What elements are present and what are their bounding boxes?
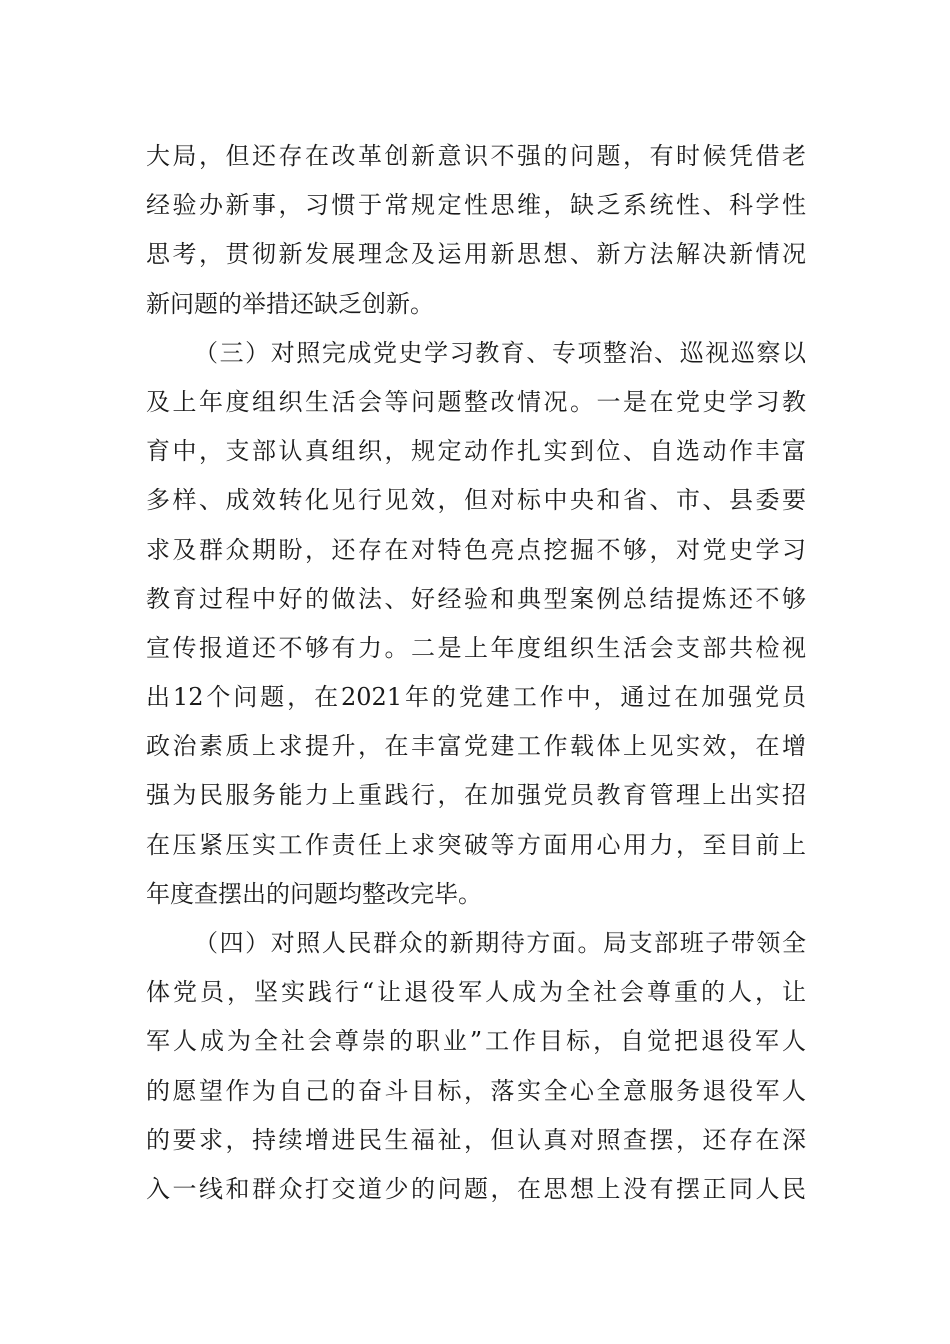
text-line: 强为民服务能力上重践行，在加强党员教育管理上出实招 — [146, 781, 806, 810]
text-line: 年度查摆出的问题均整改完毕。 — [146, 879, 482, 908]
text-line: 体党员，坚实践行“让退役军人成为全社会尊重的人，让 — [146, 978, 806, 1007]
text-line: 入一线和群众打交道少的问题，在思想上没有摆正同人民 — [146, 1174, 806, 1203]
paragraph-start-line: （三）对照完成党史学习教育、专项整治、巡视巡察以 — [194, 338, 806, 367]
text-line: 新问题的举措还缺乏创新。 — [146, 289, 434, 318]
text-line: 政治素质上求提升，在丰富党建工作载体上见实效，在增 — [146, 732, 806, 761]
text-line: 及上年度组织生活会等问题整改情况。一是在党史学习教 — [146, 387, 806, 416]
document-body — [146, 132, 806, 1214]
text-line: 求及群众期盼，还存在对特色亮点挖掘不够，对党史学习 — [146, 535, 806, 564]
text-line: 出12个问题，在2021年的党建工作中，通过在加强党员 — [146, 683, 806, 712]
text-line: 在压紧压实工作责任上求突破等方面用心用力，至目前上 — [146, 830, 806, 859]
text-line: 军人成为全社会尊崇的职业”工作目标，自觉把退役军人 — [146, 1027, 806, 1056]
text-line: 大局，但还存在改革创新意识不强的问题，有时候凭借老 — [146, 142, 806, 170]
text-line: 宣传报道还不够有力。二是上年度组织生活会支部共检视 — [146, 633, 806, 662]
text-line: 思考，贯彻新发展理念及运用新思想、新方法解决新情况 — [146, 240, 806, 269]
text-line: 教育过程中好的做法、好经验和典型案例总结提炼还不够 — [146, 584, 806, 613]
text-line: 经验办新事，习惯于常规定性思维，缺乏系统性、科学性 — [146, 191, 806, 220]
paragraph-start-line: （四）对照人民群众的新期待方面。局支部班子带领全 — [194, 929, 806, 957]
text-line: 的愿望作为自己的奋斗目标，落实全心全意服务退役军人 — [146, 1076, 806, 1105]
text-line: 育中，支部认真组织，规定动作扎实到位、自选动作丰富 — [146, 437, 806, 466]
text-line: 多样、成效转化见行见效，但对标中央和省、市、县委要 — [146, 486, 806, 515]
text-line: 的要求，持续增进民生福祉，但认真对照查摆，还存在深 — [146, 1125, 806, 1154]
